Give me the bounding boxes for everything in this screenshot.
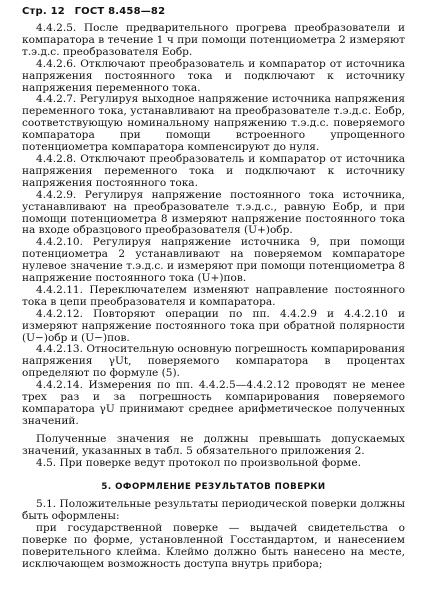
paragraph-4-5: 4.5. При поверке ведут протокол по произвольной форме. [36,456,361,469]
standard-code: ГОСТ 8.458—82 [74,6,166,17]
paragraph-results-note: Полученные значения не должны превышать допускаемых значений, указанных в табл. 5 обязательного приложения 2. [22,432,405,457]
paragraph-4-4-2-14: 4.4.2.14. Измерения по пп. 4.4.2.5—4.4.2.12 проводят не менее трех раз и за погрешность компарирования поверяемого компаратора γU принимают среднее арифметическое полученных значений. [22,379,405,427]
page-number: Стр. 12 [22,6,65,17]
paragraph-5-1: 5.1. Положительные результаты периодической поверки должны быть оформлены: [22,498,405,523]
section-heading: 5. ОФОРМЛЕНИЕ РЕЗУЛЬТАТОВ ПОВЕРКИ [101,481,326,492]
paragraph-4-4-2-6: 4.4.2.6. Отключают преобразователь и компаратор от источника напряжения постоянного тока и подключают к источнику напряжения переменного тока. [22,57,405,94]
paragraph-4-4-2-7: 4.4.2.7. Регулируя выходное напряжение источника напряжения переменного тока, устанавливают на преобразователе т.э.д.с. Eобр, соответствующую номинальному напряжению т.э.д.с. поверяемого компаратора при помощи встроенного упрощенного потенциометра компаратора компенсируют до нуля. [22,93,405,154]
paragraph-4-4-2-9: 4.4.2.9. Регулируя напряжение постоянного тока источника, устанавливают на преобразователе т.э.д.с., равную Eобр, и при помощи потенциометра 8 измеряют напряжение постоянного тока на входе образцового преобразователя (U+)обр. [22,188,405,237]
paragraph-4-4-2-13: 4.4.2.13. Относительную основную погрешность компарирования напряжения γUt, поверяемого компаратора в процентах определяют по формуле (5). [22,343,405,380]
running-header [22,0,405,23]
paragraph-4-4-2-10: 4.4.2.10. Регулируя напряжение источника 9, при помощи потенциометра 2 устанавливают на поверяемом компараторе нулевое значение т.э.д.с. и измеряют при помощи потенциометра 8 напряжение постоянного тока (U+)пов. [22,236,405,285]
paragraph-4-4-2-8: 4.4.2.8. Отключают преобразователь и компаратор от источника напряжения переменного тока и подключают к источнику напряжения постоянного тока. [22,152,405,189]
paragraph-4-4-2-11: 4.4.2.11. Переключателем изменяют направление постоянного тока в цепи преобразователя и компаратора. [22,283,405,308]
paragraph-4-4-2-12: 4.4.2.12. Повторяют операции по пп. 4.4.2.9 и 4.4.2.10 и измеряют напряжение постоянного тока при обратной полярности (U−)обр и (U−)пов. [22,307,405,344]
paragraph-4-4-2-5: 4.4.2.5. После предварительного прогрева преобразователи и компаратора в течение 1 ч при помощи потенциометра 2 измеряют т.э.д.с. преобразователя Eобр. [22,22,405,58]
paragraph-5-1-state-verification: при государственной поверке — выдачей свидетельства о поверке по форме, установленной Госстандартом, и нанесением поверительного клейма. Клеймо должно быть нанесено на месте, исключающем возможность доступа внутрь прибора; [22,522,405,570]
